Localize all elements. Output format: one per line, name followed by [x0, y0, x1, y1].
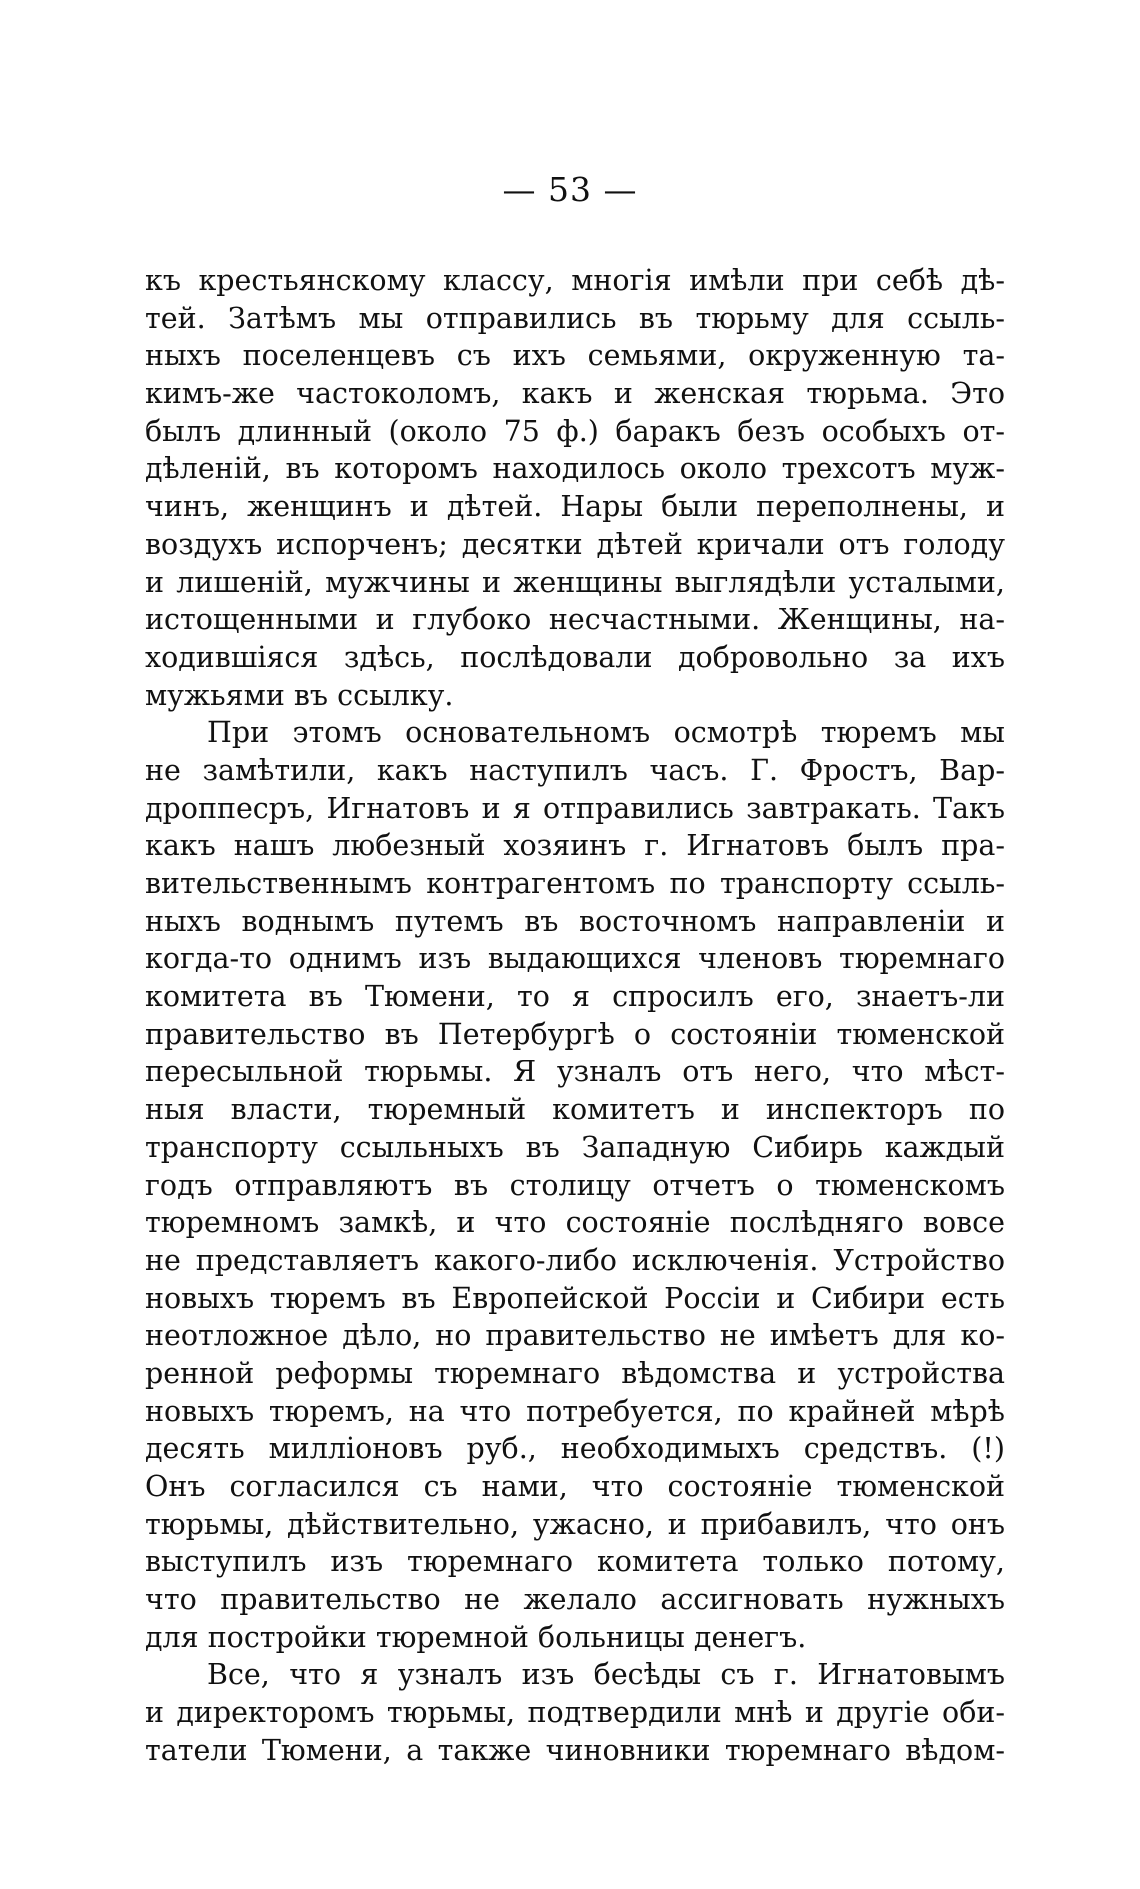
text-line: дроппесръ, Игнатовъ и я отправились завтракать. Такъ	[145, 791, 1005, 825]
text-line: транспорту ссыльныхъ въ Западную Сибирь каждый	[145, 1130, 1005, 1164]
text-line: для постройки тюремной больницы денегъ.	[145, 1620, 807, 1654]
text-line: когда-то однимъ изъ выдающихся членовъ тюремнаго	[145, 942, 1005, 976]
text-line: пересыльной тюрьмы. Я узналъ отъ него, что мѣст-	[145, 1055, 1005, 1089]
text-line: десять милліоновъ руб., необходимыхъ средствъ. (!)	[145, 1432, 1005, 1466]
text-line: тюрьмы, дѣйствительно, ужасно, и прибавилъ, что онъ	[145, 1507, 1005, 1541]
text-line: При этомъ основательномъ осмотрѣ тюремъ мы	[207, 716, 1005, 750]
text-line: комитета въ Тюмени, то я спросилъ его, знаетъ-ли	[145, 980, 1005, 1014]
text-line: чинъ, женщинъ и дѣтей. Нары были переполнены, и	[145, 490, 1005, 524]
paragraph-1	[145, 262, 1005, 714]
page-number: — 53 —	[502, 170, 638, 209]
text-line: и директоромъ тюрьмы, подтвердили мнѣ и другіе оби-	[145, 1696, 1005, 1730]
paragraph-3	[145, 1656, 1005, 1769]
text-line: тей. Затѣмъ мы отправились въ тюрьму для ссыль-	[145, 301, 1005, 335]
text-line: дѣленій, въ которомъ находилось около трехсотъ муж-	[145, 452, 1005, 486]
text-line: не замѣтили, какъ наступилъ часъ. Г. Фростъ, Вар-	[145, 753, 1005, 787]
text-line: воздухъ испорченъ; десятки дѣтей кричали отъ голоду	[145, 527, 1005, 561]
text-line: и лишеній, мужчины и женщины выглядѣли усталыми,	[145, 565, 1005, 599]
text-line: мужьями въ ссылку.	[145, 678, 454, 712]
text-line: выступилъ изъ тюремнаго комитета только потому,	[145, 1545, 1005, 1579]
text-line: татели Тюмени, а также чиновники тюремнаго вѣдом-	[145, 1733, 1005, 1767]
text-line: къ крестьянскому классу, многія имѣли при себѣ дѣ-	[145, 264, 1005, 297]
text-line: ныхъ поселенцевъ съ ихъ семьями, окруженную та-	[145, 339, 1005, 373]
body-text	[145, 262, 1005, 1770]
text-line: не представляетъ какого-либо исключенія. Устройство	[145, 1243, 1005, 1277]
text-line: правительство въ Петербургѣ о состояніи тюменской	[145, 1017, 1005, 1051]
text-line: былъ длинный (около 75 ф.) баракъ безъ особыхъ от-	[145, 414, 1005, 448]
text-line: ныхъ воднымъ путемъ въ восточномъ направленіи и	[145, 904, 1005, 938]
text-line: годъ отправляютъ въ столицу отчетъ о тюменскомъ	[145, 1168, 1005, 1202]
text-line: ренной реформы тюремнаго вѣдомства и устройства	[145, 1356, 1005, 1390]
text-line: тюремномъ замкѣ, и что состояніе послѣдняго вовсе	[145, 1206, 1005, 1240]
paragraph-2	[145, 714, 1005, 1656]
text-line: ходившіяся здѣсь, послѣдовали добровольно за ихъ	[145, 640, 1005, 674]
text-line: истощенными и глубоко несчастными. Женщины, на-	[145, 603, 1005, 637]
text-line: что правительство не желало ассигновать нужныхъ	[145, 1583, 1005, 1617]
text-line: кимъ-же частоколомъ, какъ и женская тюрьма. Это	[145, 377, 1005, 411]
text-line: неотложное дѣло, но правительство не имѣетъ для ко-	[145, 1319, 1005, 1353]
text-line: вительственнымъ контрагентомъ по транспорту ссыль-	[145, 867, 1005, 900]
text-line: Онъ согласился съ нами, что состояніе тюменской	[145, 1470, 1005, 1503]
text-line: какъ нашъ любезный хозяинъ г. Игнатовъ былъ пра-	[145, 829, 1005, 863]
text-line: новыхъ тюремъ въ Европейской Россіи и Сибири есть	[145, 1281, 1005, 1315]
text-line: новыхъ тюремъ, на что потребуется, по крайней мѣрѣ	[145, 1394, 1005, 1428]
text-line: Все, что я узналъ изъ бесѣды съ г. Игнатовымъ	[207, 1658, 1005, 1692]
text-line: ныя власти, тюремный комитетъ и инспекторъ по	[145, 1093, 1005, 1127]
